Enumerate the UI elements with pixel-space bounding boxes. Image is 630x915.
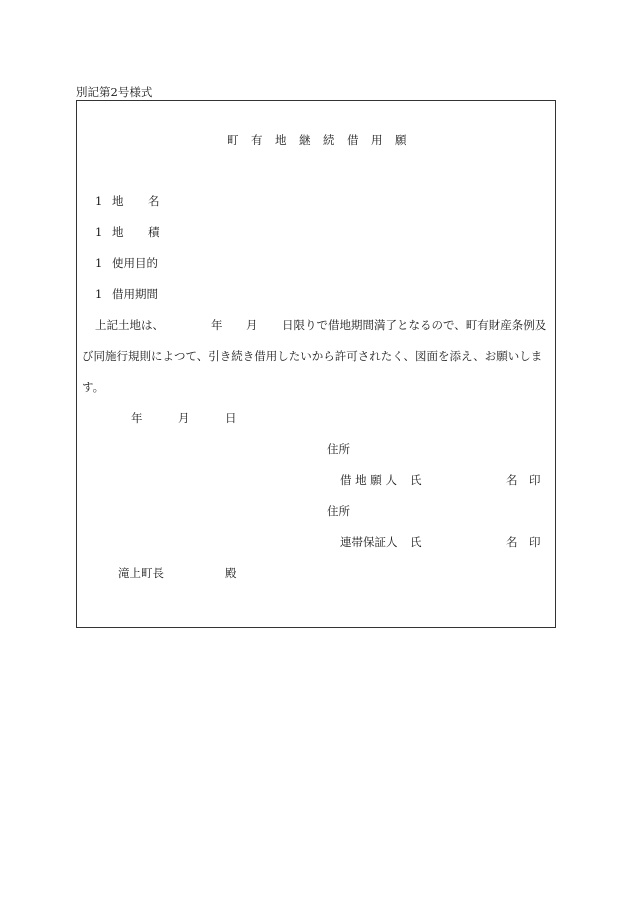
- item-number: 1: [95, 287, 103, 301]
- guarantor-address-label: 住所: [327, 504, 350, 518]
- form-frame: [76, 100, 556, 628]
- item-label: 名: [148, 194, 160, 208]
- date-year: 年: [131, 411, 143, 425]
- title-char: 願: [395, 133, 407, 147]
- applicant-role: 借 地 願 人: [340, 473, 397, 487]
- title-char: 用: [371, 133, 383, 147]
- title-char: 町: [227, 133, 239, 147]
- item-label: 地: [112, 194, 124, 208]
- body-text: 月: [246, 318, 258, 332]
- title-char: 続: [323, 133, 335, 147]
- addressee-name: 滝上町長: [118, 566, 164, 580]
- item-number: 1: [95, 194, 103, 208]
- item-number: 1: [95, 256, 103, 270]
- applicant-seal: 印: [529, 473, 541, 487]
- applicant-address-label: 住所: [327, 442, 350, 456]
- title-char: 継: [299, 133, 311, 147]
- title-char: 借: [347, 133, 359, 147]
- applicant-name-label: 名: [506, 473, 518, 487]
- guarantor-role: 連帯保証人: [340, 535, 398, 549]
- body-text: 年: [211, 318, 223, 332]
- applicant-name-label: 氏: [410, 473, 422, 487]
- item-label: 使用目的: [112, 256, 158, 270]
- date-month: 月: [178, 411, 190, 425]
- title-char: 有: [251, 133, 263, 147]
- guarantor-seal: 印: [529, 535, 541, 549]
- item-number: 1: [95, 225, 103, 239]
- body-text: び同施行規則によつて、引き続き借用したいから許可されたく、図面を添え、お願いしま: [82, 349, 543, 363]
- item-label: 積: [148, 225, 160, 239]
- body-text: す。: [82, 380, 105, 394]
- title-char: 地: [275, 133, 287, 147]
- form-label: 別記第2号様式: [76, 85, 153, 99]
- guarantor-name-label: 名: [506, 535, 518, 549]
- date-day: 日: [225, 411, 237, 425]
- item-label: 地: [112, 225, 124, 239]
- item-label: 借用期間: [112, 287, 158, 301]
- body-text: 上記土地は、: [95, 318, 164, 332]
- guarantor-name-label: 氏: [410, 535, 422, 549]
- body-text: 日限りで借地期間満了となるので、町有財産条例及: [282, 318, 547, 332]
- addressee-honorific: 殿: [225, 566, 237, 580]
